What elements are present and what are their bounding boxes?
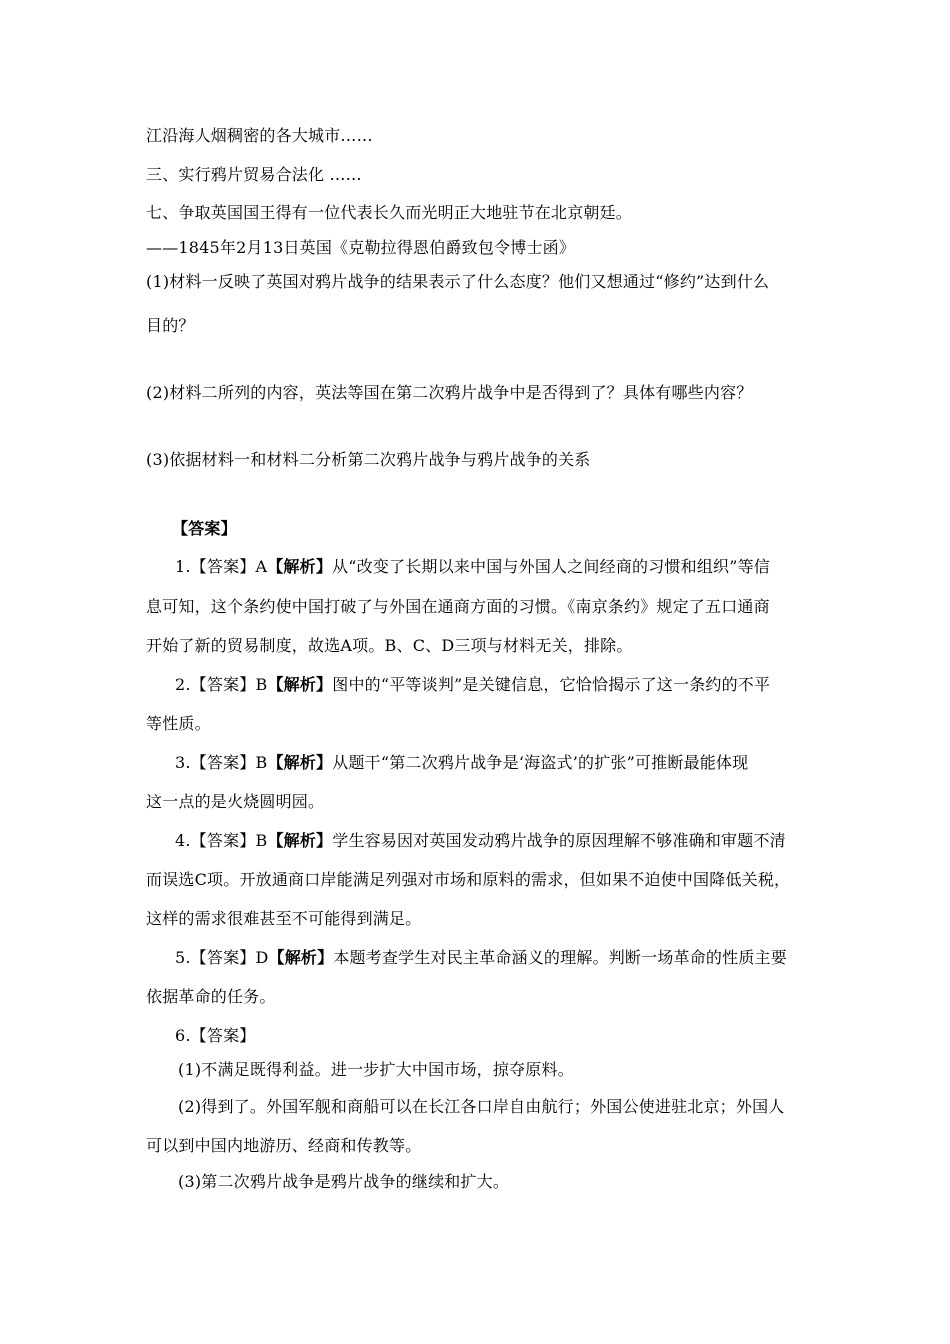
answer-1-line-2: 息可知，这个条约使中国打破了与外国在通商方面的习惯。《南京条约》规定了五口通商 [146, 597, 770, 616]
answer-6-part-2-line-1: (2)得到了。外国军舰和商船可以在长江各口岸自由航行；外国公使进驻北京；外国人 [178, 1097, 785, 1116]
answer-4-text: 学生容易因对英国发动鸦片战争的原因理解不够准确和审题不清 [332, 831, 786, 850]
analysis-tag: 【解析】 [267, 831, 333, 850]
answer-4-line-2: 而误选C项。开放通商口岸能满足列强对市场和原料的需求，但如果不迫使中国降低关税， [146, 870, 791, 889]
answer-1-text: 从“改变了长期以来中国与外国人之间经商的习惯和组织”等信 [332, 557, 771, 576]
analysis-tag: 【解析】 [267, 675, 333, 694]
answers-heading: 【答案】 [172, 519, 237, 538]
material-line-2: 三、实行鸦片贸易合法化 …… [146, 165, 362, 184]
answer-5-line-2: 依据革命的任务。 [146, 987, 276, 1006]
answer-1-prefix: 1.【答案】A [175, 557, 268, 576]
answer-4-prefix: 4.【答案】B [175, 831, 268, 850]
answer-6-part-3: (3)第二次鸦片战争是鸦片战争的继续和扩大。 [178, 1172, 510, 1191]
answer-1-line-1 [175, 557, 770, 577]
question-2: (2)材料二所列的内容，英法等国在第二次鸦片战争中是否得到了？具体有哪些内容？ [146, 383, 753, 402]
answer-4-line-3: 这样的需求很难甚至不可能得到满足。 [146, 909, 422, 928]
answer-3-text: 从题干“第二次鸦片战争是‘海盗式’的扩张”可推断最能体现 [332, 753, 749, 772]
answer-3-line-2: 这一点的是火烧圆明园。 [146, 792, 325, 811]
question-1-line-2: 目的？ [146, 316, 195, 335]
analysis-tag: 【解析】 [267, 557, 333, 576]
answer-5-text: 本题考查学生对民主革命涵义的理解。判断一场革命的性质主要 [333, 948, 787, 967]
analysis-tag: 【解析】 [268, 948, 334, 967]
answer-2-prefix: 2.【答案】B [175, 675, 268, 694]
answer-3-line-1 [175, 753, 748, 773]
answer-2-text: 图中的“平等谈判”是关键信息，它恰恰揭示了这一条约的不平 [332, 675, 771, 694]
answer-1-line-3: 开始了新的贸易制度，故选A项。B、C、D三项与材料无关，排除。 [146, 636, 633, 655]
answer-2-line-2: 等性质。 [146, 714, 211, 733]
material-line-1: 江沿海人烟稠密的各大城市…… [146, 126, 373, 145]
answer-6-part-2-line-2: 可以到中国内地游历、经商和传教等。 [146, 1136, 422, 1155]
answer-5-prefix: 5.【答案】D [175, 948, 269, 967]
question-3: (3)依据材料一和材料二分析第二次鸦片战争与鸦片战争的关系 [146, 450, 591, 469]
answer-6-part-1: (1)不满足既得利益。进一步扩大中国市场，掠夺原料。 [178, 1060, 574, 1079]
analysis-tag: 【解析】 [267, 753, 333, 772]
material-source: ——1845年2月13日英国《克勒拉得恩伯爵致包令博士函》 [146, 238, 576, 257]
material-line-3: 七、争取英国国王得有一位代表长久而光明正大地驻节在北京朝廷。 [146, 203, 633, 222]
answer-4-line-1 [175, 831, 786, 851]
answer-2-line-1 [175, 675, 770, 695]
question-1-line-1: (1)材料一反映了英国对鸦片战争的结果表示了什么态度？他们又想通过“修约”达到什么 [146, 272, 770, 291]
answer-5-line-1 [175, 948, 787, 968]
answer-3-prefix: 3.【答案】B [175, 753, 268, 772]
answer-6-heading: 6.【答案】 [175, 1026, 256, 1045]
